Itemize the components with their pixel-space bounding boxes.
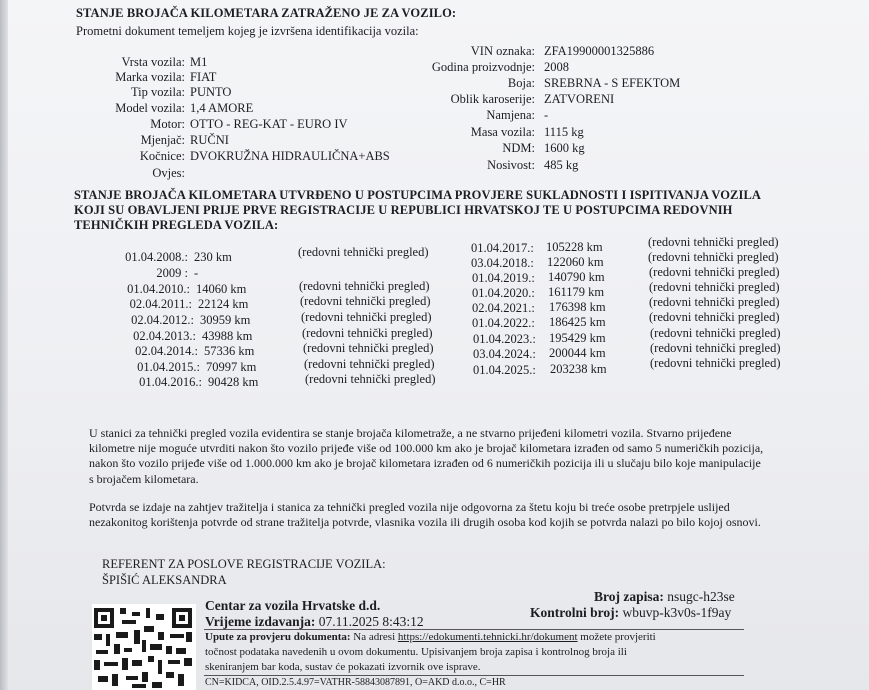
reading-km: 105228 km — [546, 240, 603, 254]
reading-note: (redovni tehnički pregled) — [300, 294, 431, 308]
reading-date: 02.04.2014.: — [135, 344, 198, 358]
note-line: nakon što vozilo prijeđe više od 1.000.000 km ako je brojač kilometara izrađen od 6 numeričkih pozicija ili u slučaju bilo koje manipulacije — [89, 456, 761, 470]
reading-date: 2009 : — [156, 266, 188, 280]
reading-date: 01.04.2019.: — [472, 271, 535, 285]
reading-date: 01.04.2008.: — [125, 250, 188, 264]
issue-time-value: 07.11.2025 8:43:12 — [318, 614, 424, 629]
label-masa: Masa vozila: — [470, 125, 535, 139]
value-mjenjac: RUČNI — [190, 133, 229, 147]
reading-km: 70997 km — [206, 360, 257, 374]
reading-note: (redovni tehnički pregled) — [649, 265, 780, 279]
reading-km: 200044 km — [549, 346, 606, 360]
reading-note: (redovni tehnički pregled) — [305, 372, 436, 386]
verify-pre: Na adresi — [353, 631, 396, 643]
label-model: Model vozila: — [115, 101, 185, 115]
reading-km: 22124 km — [198, 297, 249, 311]
footer-divider — [204, 629, 744, 630]
reading-km: 43988 km — [202, 329, 253, 343]
verify-label: Upute za provjeru dokumenta: — [205, 631, 351, 643]
certificate-info: CN=KIDCA, OID.2.5.4.97=VATHR-58843087891, O=AKD d.o.o., C=HR — [205, 677, 506, 688]
section-heading-inspections-l1: STANJE BROJAČA KILOMETARA UTVRĐENO U POSTUPCIMA PROVJERE SUKLADNOSTI I ISPITIVANJA VOZILA — [74, 188, 762, 202]
label-motor: Motor: — [150, 117, 185, 131]
reading-date: 01.04.2023.: — [473, 332, 536, 346]
reading-date: 02.04.2012.: — [131, 313, 194, 327]
issue-time — [205, 614, 424, 630]
value-model: 1,4 AMORE — [190, 101, 254, 115]
value-boja: SREBRNA - S EFEKTOM — [544, 76, 681, 90]
reading-km: 186425 km — [549, 315, 606, 329]
reading-km: 161179 km — [548, 285, 605, 299]
value-nosivost: 485 kg — [544, 158, 579, 172]
reading-km: 90428 km — [208, 375, 259, 389]
reading-note: (redovni tehnički pregled) — [298, 245, 429, 259]
reading-date: 01.04.2022.: — [472, 316, 535, 330]
value-karoserija: ZATVORENI — [544, 92, 615, 106]
record-number — [594, 589, 735, 605]
reading-note: (redovni tehnički pregled) — [302, 326, 433, 340]
value-motor: OTTO - REG-KAT - EURO IV — [190, 117, 348, 131]
reading-note: (redovni tehnički pregled) — [301, 310, 432, 324]
verify-link[interactable]: https://edokumenti.tehnicki.hr/dokument — [397, 631, 578, 643]
reading-note: (redovni tehnički pregled) — [650, 341, 781, 355]
reading-date: 02.04.2013.: — [133, 329, 196, 343]
value-masa: 1115 kg — [544, 125, 584, 139]
record-number-value: nsugc-h23se — [667, 589, 735, 604]
reading-km: 140790 km — [548, 270, 605, 284]
label-boja: Boja: — [507, 76, 535, 90]
section-heading-inspections-l2: KOJI SU OBAVLJENI PRIJE PRVE REGISTRACIJE U REPUBLICI HRVATSKOJ TE U POSTUPCIMA REDOVNIH — [74, 203, 733, 217]
reading-date: 02.04.2021.: — [472, 301, 535, 315]
reading-km: - — [194, 266, 199, 280]
reading-date: 01.04.2010.: — [127, 282, 190, 296]
verify-instructions-l3: skeniranjem bar koda, sustav će pokazati izvornik ove isprave. — [205, 661, 481, 673]
issuer-organization: Centar za vozila Hrvatske d.d. — [205, 598, 381, 613]
reading-km: 14060 km — [196, 282, 247, 296]
reading-date: 01.04.2015.: — [137, 360, 200, 374]
note-line: U stanici za tehnički pregled vozila evidentira se stanje brojača kilometraže, a ne stvarno prijeđeni kilometri vozila. Stvarno prijeđene — [89, 426, 732, 440]
label-tip: Tip vozila: — [130, 85, 185, 99]
note-line: kilometre nije moguće utvrditi nakon što vozilo prijeđe više od 100.000 km ako je brojač kilometara izrađen od samo 5 numeričkih pozicija, — [89, 441, 764, 455]
label-ndm: NDM: — [502, 141, 535, 155]
document-subheading: Prometni dokument temeljem kojeg je izvršena identifikacija vozila: — [76, 24, 419, 38]
referent-title: REFERENT ZA POSLOVE REGISTRACIJE VOZILA: — [102, 557, 386, 571]
label-godina: Godina proizvodnje: — [431, 60, 535, 74]
reading-note: (redovni tehnički pregled) — [650, 356, 781, 370]
label-karoserija: Oblik karoserije: — [450, 92, 535, 106]
label-vrsta: Vrsta vozila: — [121, 55, 185, 69]
referent-name: ŠPIŠIĆ ALEKSANDRA — [102, 573, 227, 587]
reading-km: 122060 km — [547, 255, 604, 269]
control-number — [530, 605, 731, 621]
reading-note: (redovni tehnički pregled) — [649, 280, 780, 294]
reading-km: 195429 km — [549, 331, 606, 345]
control-number-label: Kontrolni broj: — [530, 605, 620, 620]
reading-note: (redovni tehnički pregled) — [304, 357, 435, 371]
page-edge — [0, 0, 8, 690]
section-heading-inspections-l3: TEHNIČKIH PREGLEDA VOZILA: — [74, 218, 279, 232]
value-namjena: - — [544, 108, 549, 122]
value-kocnice: DVOKRUŽNA HIDRAULIČNA+ABS — [190, 149, 390, 163]
disclaimer-line: nezakonitog korištenja potvrde od strane tražitelja potvrde, vlasnika vozila ili drugih osoba kod kojih se potvrda nalazi po bilo kojoj osnovi. — [89, 515, 761, 529]
reading-date: 03.04.2024.: — [473, 347, 536, 361]
value-vin: ZFA19900001325886 — [544, 44, 655, 58]
value-godina: 2008 — [544, 60, 569, 74]
section-heading-odometer-request: STANJE BROJAČA KILOMETARA ZATRAŽENO JE ZA VOZILO: — [76, 6, 457, 20]
reading-note: (redovni tehnički pregled) — [299, 279, 430, 293]
label-marka: Marka vozila: — [115, 70, 185, 84]
reading-km: 176398 km — [549, 300, 606, 314]
label-vin: VIN oznaka: — [470, 44, 535, 58]
value-tip: PUNTO — [190, 85, 232, 99]
qr-code-icon — [92, 604, 196, 690]
reading-date: 03.04.2018.: — [471, 256, 534, 270]
reading-note: (redovni tehnički pregled) — [649, 310, 780, 324]
label-kocnice: Kočnice: — [139, 149, 185, 163]
reading-date: 01.04.2017.: — [471, 241, 534, 255]
reading-km: 203238 km — [550, 362, 607, 376]
label-ovjes: Ovjes: — [152, 166, 185, 180]
value-marka: FIAT — [190, 70, 217, 84]
reading-date: 01.04.2020.: — [472, 286, 535, 300]
label-mjenjac: Mjenjač: — [140, 133, 185, 147]
value-vrsta: M1 — [190, 55, 208, 69]
reading-date: 01.04.2016.: — [139, 375, 202, 389]
verify-instructions-l2: točnost podataka navedenih u ovom dokumentu. Upisivanjem broja zapisa i kontrolnog broja ili — [205, 646, 627, 658]
reading-note: (redovni tehnički pregled) — [649, 295, 780, 309]
reading-date: 02.04.2011.: — [129, 297, 192, 311]
reading-note: (redovni tehnički pregled) — [303, 341, 434, 355]
issue-time-label: Vrijeme izdavanja: — [205, 614, 316, 629]
reading-km: 230 km — [194, 250, 232, 264]
disclaimer-line: Potvrda se izdaje na zahtjev tražitelja i stanica za tehnički pregled vozila nije odgovorna za štetu koju bi treće osobe pretrpjele uslijed — [89, 500, 730, 514]
reading-date: 01.04.2025.: — [473, 363, 536, 377]
verify-post: možete provjeriti — [580, 631, 656, 643]
footer-divider-bottom — [204, 675, 744, 676]
value-ndm: 1600 kg — [544, 141, 585, 155]
label-nosivost: Nosivost: — [487, 158, 535, 172]
note-line: s brojačem kilometara. — [89, 472, 199, 486]
reading-km: 57336 km — [204, 344, 255, 358]
control-number-value: wbuvp-k3v0s-1f9ay — [622, 605, 732, 620]
verify-instructions-l1 — [205, 631, 656, 643]
reading-note: (redovni tehnički pregled) — [650, 326, 781, 340]
reading-note: (redovni tehnički pregled) — [648, 235, 779, 249]
reading-km: 30959 km — [200, 313, 251, 327]
label-namjena: Namjena: — [486, 108, 535, 122]
reading-note: (redovni tehnički pregled) — [648, 250, 779, 264]
record-number-label: Broj zapisa: — [594, 589, 664, 604]
